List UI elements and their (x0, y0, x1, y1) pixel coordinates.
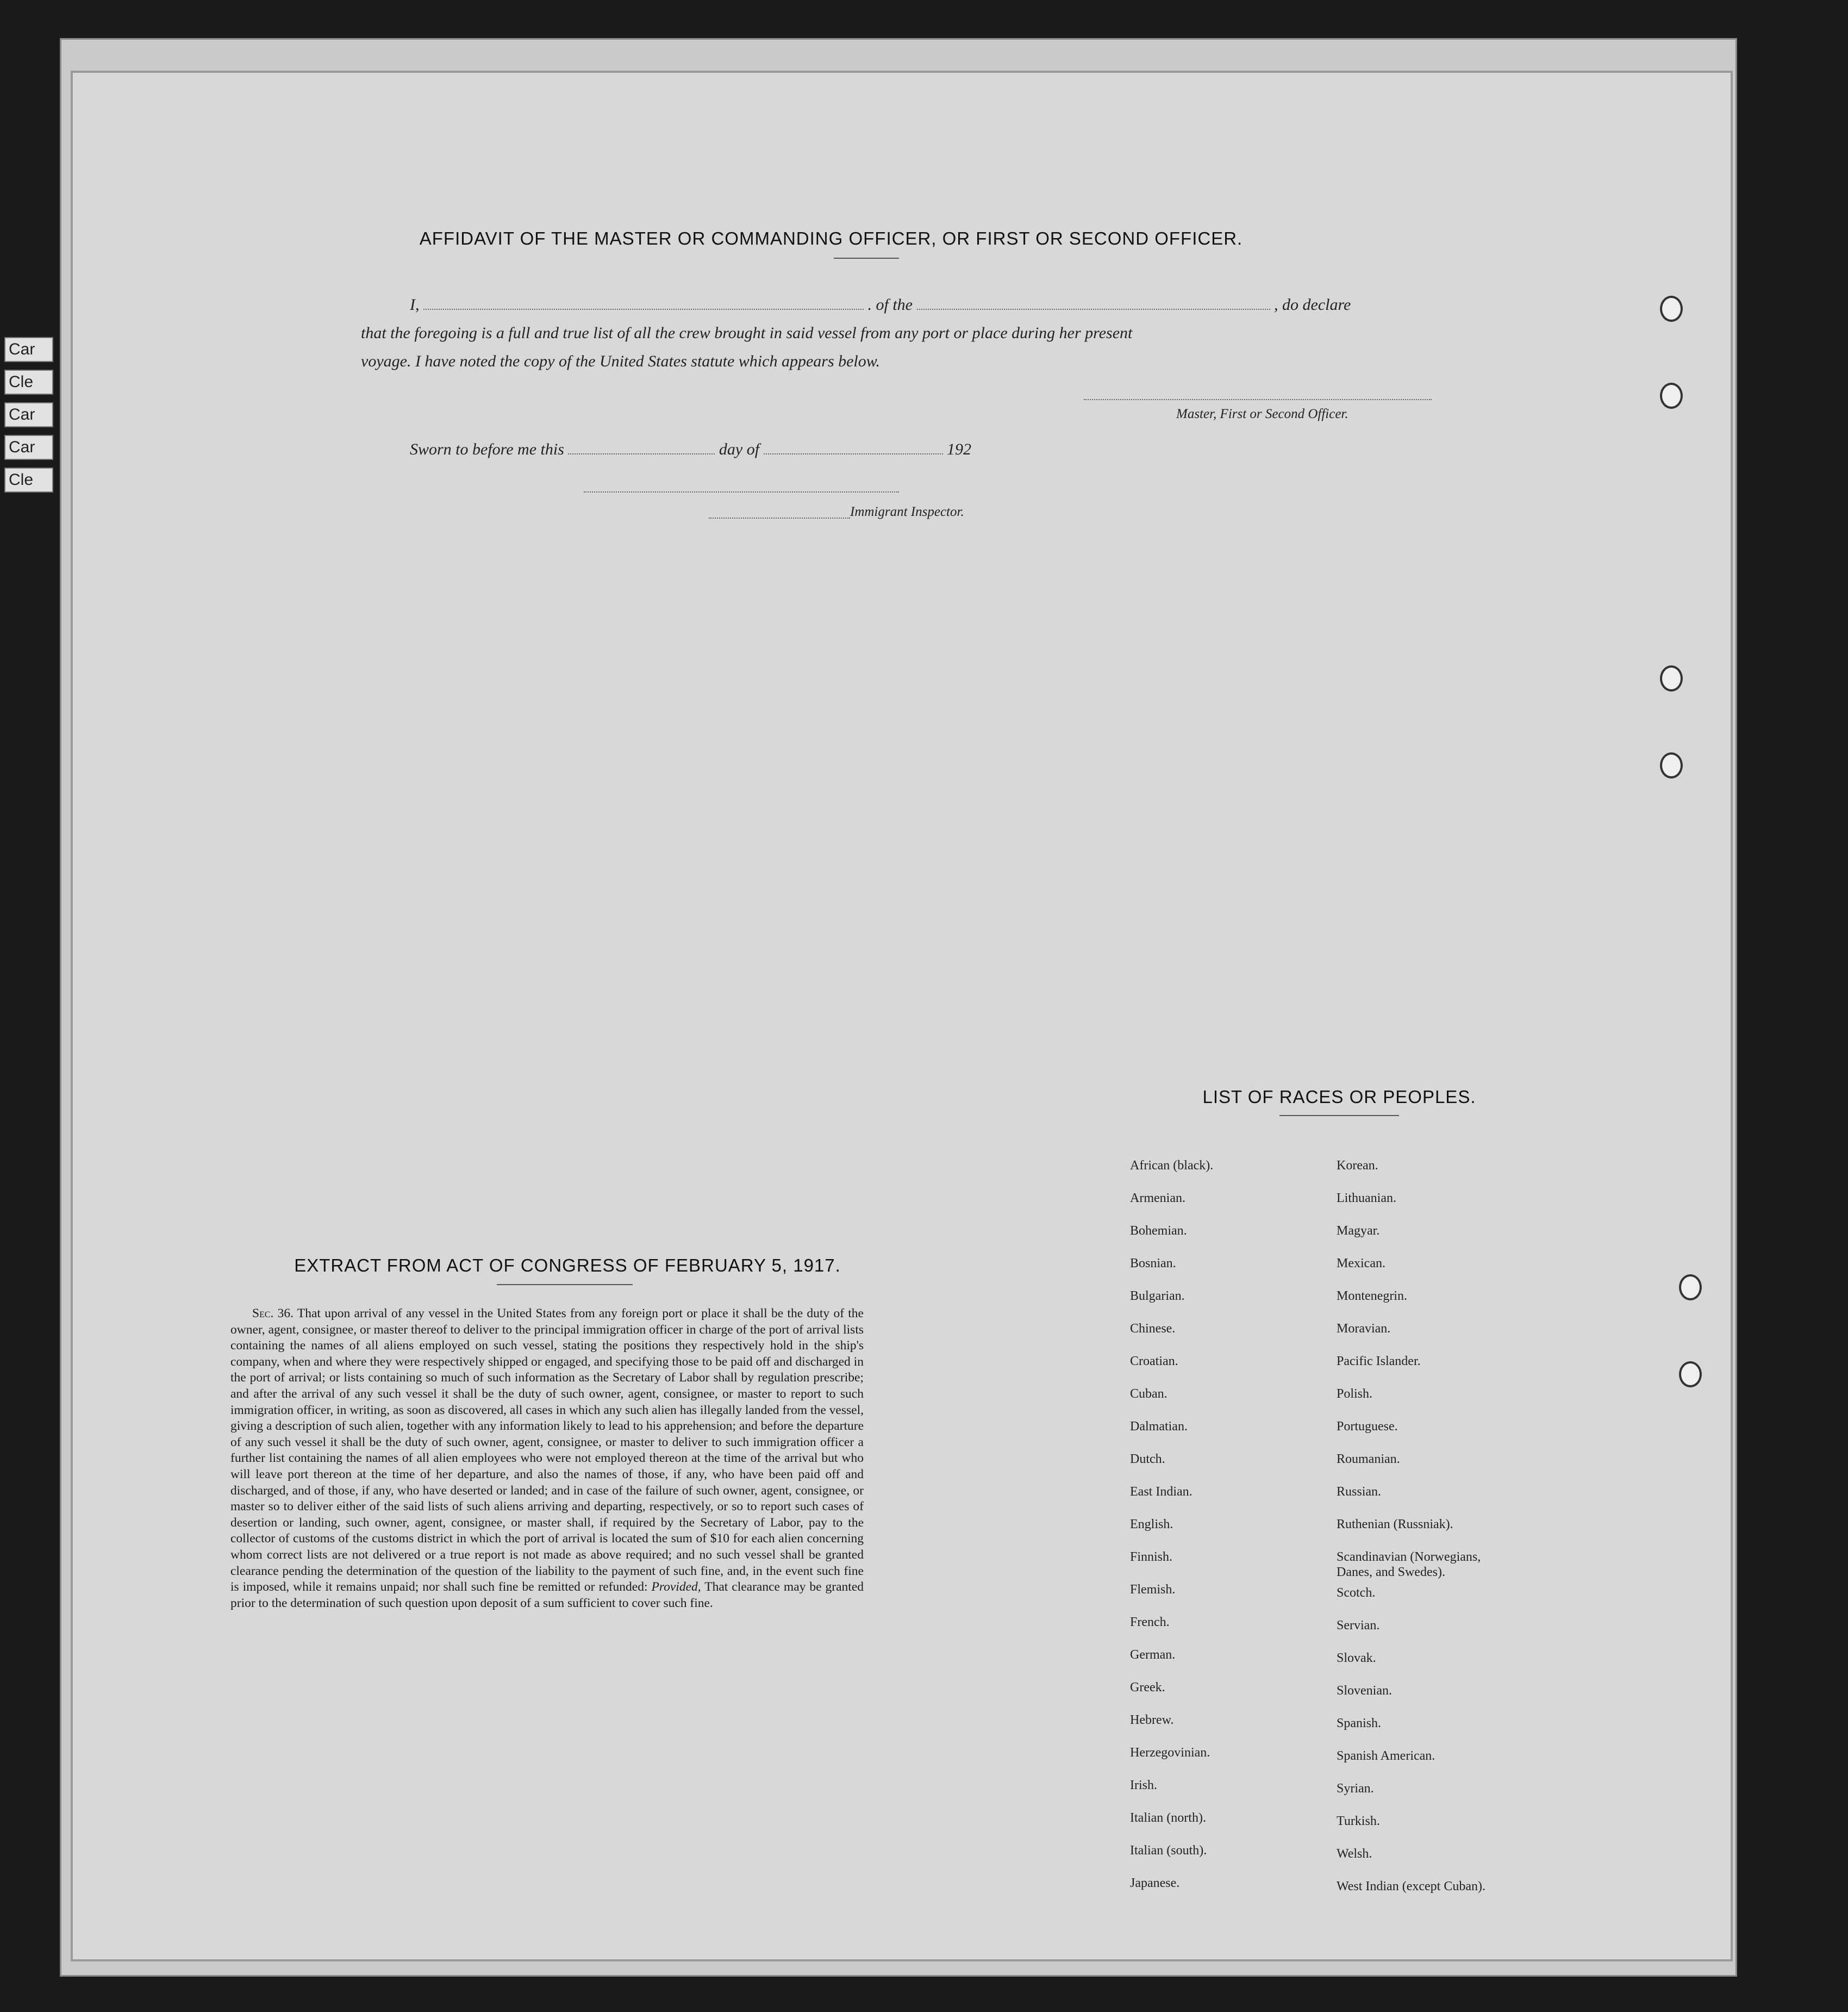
race-item: Bosnian. (1130, 1256, 1176, 1270)
race-item: West Indian (except Cuban). (1337, 1879, 1485, 1893)
races-left-column (1130, 1155, 1213, 1905)
race-item: Japanese. (1130, 1876, 1180, 1890)
edge-tab: Car (4, 337, 53, 362)
race-item: Herzegovinian. (1130, 1746, 1210, 1760)
section-label: Sec. 36. (252, 1306, 294, 1320)
punch-hole-icon (1679, 1361, 1702, 1387)
race-item: Bohemian. (1130, 1224, 1187, 1238)
race-item: French. (1130, 1615, 1170, 1629)
race-item: German. (1130, 1648, 1176, 1662)
race-item: Irish. (1130, 1778, 1157, 1792)
race-item: Portuguese. (1337, 1419, 1398, 1434)
race-item: Spanish. (1337, 1716, 1382, 1730)
race-item: African (black). (1130, 1158, 1214, 1173)
inspector-caption: Immigrant Inspector. (850, 504, 964, 519)
punch-hole-icon (1660, 752, 1683, 778)
section-text: That upon arrival of any vessel in the United States from any foreign port or place it shall be the duty of the owner, agent, consignee, or master thereof to deliver to the principal immigration officer in charge of the port of arrival lists containing the names of all aliens employed on such vessel, stating the positions they respectively hold in the ship's company, when and where they were respectively shipped or engaged, and specifying those to be paid off and discharged in the port of arrival; or lists containing so much of such information as the Secretary of Labor shall by regulation prescribe; and after the arrival of any such vessel it shall be the duty of such owner, agent, consignee, or master to report to such immigration officer, in writing, as soon as discovered, all cases in which any such alien has illegally landed from the vessel, giving a description of such alien, together with any information likely to lead to his apprehension; and before the departure of any such vessel it shall be the duty of such owner, agent, consignee, or master to deliver to such immigration officer a further list containing the names of all alien employees who were not employed thereon at the time of the arrival but who will leave port thereon at the time of her departure, and also the names of those, if any, who have been paid off and discharged, and of those, if any, who have deserted or landed; and in case of the failure of such owner, agent, consignee, or master so to deliver either of the said lists of such aliens arriving and departing, respectively, or so to report such cases of desertion or landing, such owner, agent, consignee, or master shall, if required by the Secretary of Labor, pay to the collector of customs of the customs district in which the port of arrival is located the sum of $10 for each alien concerning whom correct lists are not delivered or a true report is not made as above required; and no such vessel shall be granted clearance pending the determination of the question of the liability to the payment of such fine, and, in the event such fine is imposed, while it remains unpaid; nor shall such fine be remitted or refunded: (230, 1306, 864, 1594)
race-item: Cuban. (1130, 1387, 1168, 1401)
edge-tab: Car (4, 402, 53, 427)
race-item: Armenian. (1130, 1191, 1185, 1205)
punch-hole-icon (1660, 665, 1683, 692)
race-item: Croatian. (1130, 1354, 1178, 1368)
race-item: Spanish American. (1337, 1749, 1435, 1763)
declaration-i: I, (410, 296, 420, 314)
punch-hole-icon (1660, 383, 1683, 409)
punch-hole-icon (1660, 296, 1683, 322)
edge-tab: Cle (4, 468, 53, 493)
race-item: Syrian. (1337, 1781, 1374, 1796)
declaration-do-declare: , do declare (1274, 296, 1351, 314)
race-item: Flemish. (1130, 1583, 1176, 1597)
race-item: Italian (north). (1130, 1811, 1206, 1825)
edge-tab: Cle (4, 370, 53, 395)
punch-hole-icon (1679, 1274, 1702, 1300)
title-underline (834, 258, 899, 259)
inspector-signature-line-2[interactable] (709, 518, 850, 519)
edge-tab: Car (4, 435, 53, 460)
master-name-blank[interactable] (423, 309, 864, 310)
sworn-year: 192 (947, 440, 972, 458)
race-item: Hebrew. (1130, 1713, 1174, 1727)
officer-signature-line[interactable] (1084, 399, 1432, 400)
races-right-column (1337, 1155, 1516, 1908)
race-item: English. (1130, 1517, 1173, 1531)
race-item: Lithuanian. (1337, 1191, 1396, 1205)
sworn-line (410, 440, 971, 459)
race-item: Scotch. (1337, 1586, 1376, 1600)
declaration-line-2: that the foregoing is a full and true list of all the crew brought in said vessel from any port or place during her present (361, 324, 1133, 342)
race-item: Dutch. (1130, 1452, 1165, 1466)
extract-title: EXTRACT FROM ACT OF CONGRESS OF FEBRUARY 5, 1917. (294, 1255, 841, 1275)
race-item: Scandinavian (Norwegians, Danes, and Swedes). (1337, 1550, 1481, 1579)
race-item: Bulgarian. (1130, 1289, 1185, 1303)
race-item: Moravian. (1337, 1322, 1391, 1336)
inspector-signature-line-1[interactable] (584, 491, 899, 493)
race-item: Greek. (1130, 1680, 1165, 1695)
race-item: Montenegrin. (1337, 1289, 1407, 1303)
race-item: Servian. (1337, 1618, 1380, 1633)
race-item: Chinese. (1130, 1322, 1176, 1336)
race-item: Polish. (1337, 1387, 1373, 1401)
manifest-page (71, 71, 1733, 1961)
races-title: LIST OF RACES OR PEOPLES. (1202, 1087, 1476, 1107)
declaration-of-the: . of the (867, 296, 913, 314)
declaration-line-3: voyage. I have noted the copy of the United States statute which appears below. (361, 352, 881, 370)
extract-title-underline (497, 1284, 633, 1285)
race-item: East Indian. (1130, 1485, 1193, 1499)
sworn-day-of: day of (719, 440, 760, 458)
vessel-name-blank[interactable] (917, 309, 1270, 310)
race-item: Italian (south). (1130, 1843, 1207, 1858)
race-item: Dalmatian. (1130, 1419, 1188, 1434)
race-item: Pacific Islander. (1337, 1354, 1421, 1368)
provided-word: Provided, (651, 1580, 701, 1594)
sworn-day-blank[interactable] (568, 453, 715, 454)
section-text-end: That clearance may be granted prior to the determination of such question upon deposit of a sum sufficient to cover such fine. (230, 1580, 864, 1610)
race-item: Mexican. (1337, 1256, 1385, 1270)
race-item: Ruthenian (Russniak). (1337, 1517, 1453, 1531)
race-item: Korean. (1337, 1158, 1378, 1173)
race-item: Welsh. (1337, 1847, 1372, 1861)
race-item: Russian. (1337, 1485, 1382, 1499)
declaration-line-1 (410, 296, 1351, 314)
race-item: Slovak. (1337, 1651, 1376, 1665)
sworn-text: Sworn to before me this (410, 440, 564, 458)
race-item: Roumanian. (1337, 1452, 1400, 1466)
officer-caption: Master, First or Second Officer. (1176, 407, 1348, 421)
affidavit-title: AFFIDAVIT OF THE MASTER OR COMMANDING OFFICER, OR FIRST OR SECOND OFFICER. (419, 228, 1243, 248)
race-item: Finnish. (1130, 1550, 1173, 1564)
race-item: Turkish. (1337, 1814, 1380, 1828)
sworn-month-blank[interactable] (764, 453, 943, 454)
extract-text (230, 1306, 864, 1611)
race-item: Slovenian. (1337, 1684, 1392, 1698)
races-title-underline (1279, 1115, 1399, 1116)
race-item: Magyar. (1337, 1224, 1380, 1238)
